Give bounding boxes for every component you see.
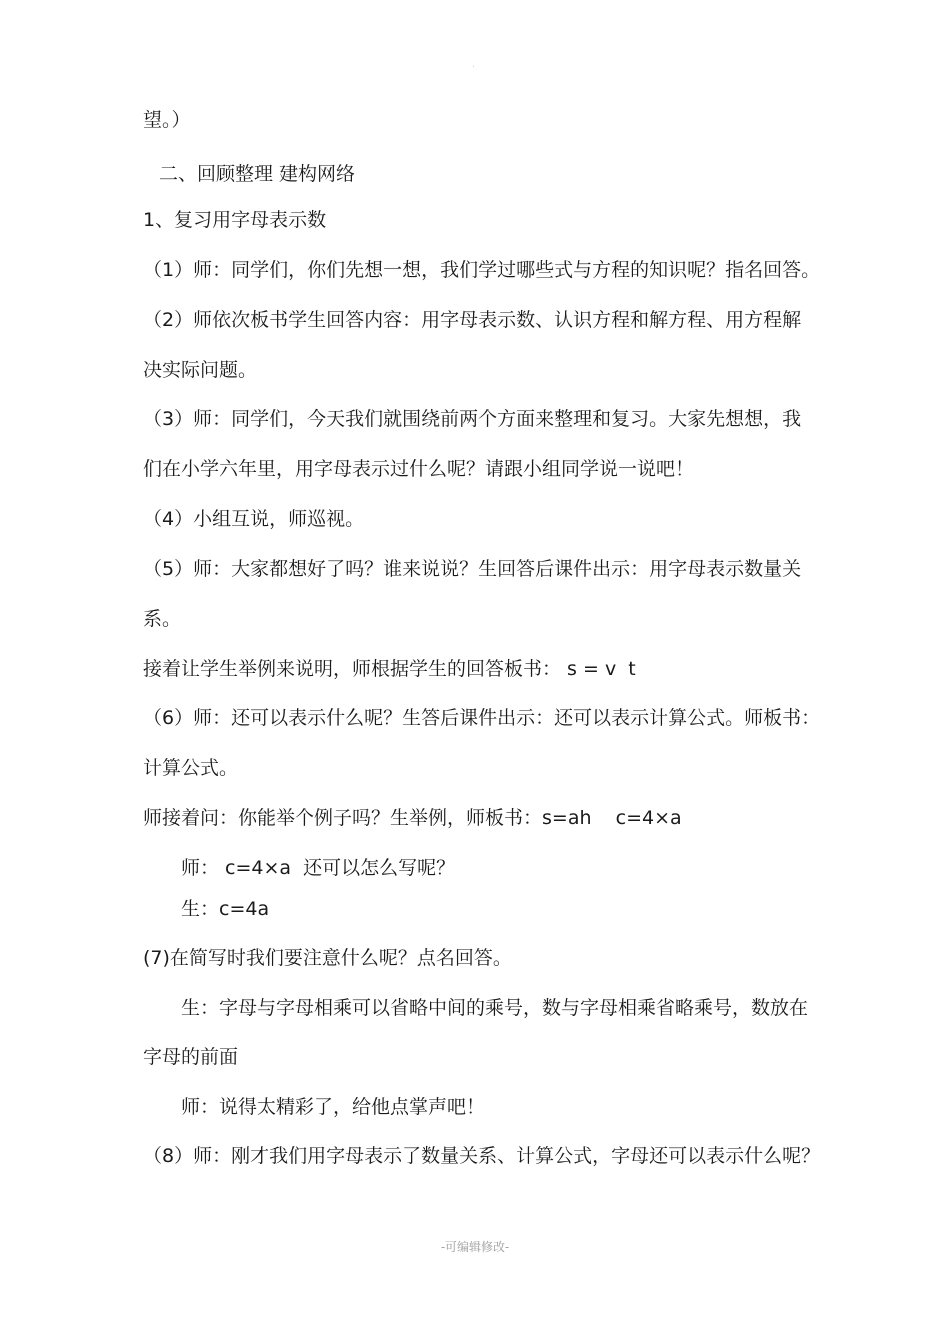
text-line: （2）师依次板书学生回答内容：用字母表示数、认识方程和解方程、用方程解	[143, 309, 802, 331]
text-line: （5）师：大家都想好了吗？谁来说说？生回答后课件出示：用字母表示数量关	[143, 558, 802, 580]
text-line: 生：字母与字母相乘可以省略中间的乘号，数与字母相乘省略乘号，数放在	[181, 997, 809, 1019]
text-line: 系。	[143, 608, 182, 630]
page-footer: -可编辑修改-	[440, 1240, 510, 1254]
text-line: （4）小组互说，师巡视。	[143, 508, 365, 530]
text-line: 望。）	[143, 109, 191, 131]
text-line: （6）师：还可以表示什么呢？生答后课件出示：还可以表示计算公式。师板书：	[143, 707, 821, 729]
section-heading: 二、回顾整理 建构网络	[159, 163, 356, 185]
text-line: 们在小学六年里，用字母表示过什么呢？请跟小组同学说一说吧！	[143, 458, 695, 480]
subsection-heading: 1、复习用字母表示数	[143, 209, 327, 231]
text-line: 计算公式。	[143, 757, 239, 779]
text-line: 师：说得太精彩了，给他点掌声吧！	[181, 1096, 486, 1118]
text-line: 生：c=4a	[181, 898, 270, 920]
text-line: 师： c=4×a 还可以怎么写呢？	[181, 857, 456, 879]
text-line: 接着让学生举例来说明，师根据学生的回答板书： s = v t	[143, 658, 636, 680]
text-line: （3）师：同学们，今天我们就围绕前两个方面来整理和复习。大家先想想，我	[143, 408, 802, 430]
header-mark: .	[472, 60, 475, 70]
text-line: 决实际问题。	[143, 359, 258, 381]
text-line: （1）师：同学们，你们先想一想，我们学过哪些式与方程的知识呢？指名回答。	[143, 259, 821, 281]
text-line: 师接着问：你能举个例子吗？生举例，师板书：s=ah c=4×a	[143, 807, 682, 829]
text-line: (7)在简写时我们要注意什么呢？点名回答。	[143, 947, 512, 969]
text-line: （8）师：刚才我们用字母表示了数量关系、计算公式，字母还可以表示什么呢？	[143, 1145, 821, 1167]
text-line: 字母的前面	[143, 1046, 239, 1068]
